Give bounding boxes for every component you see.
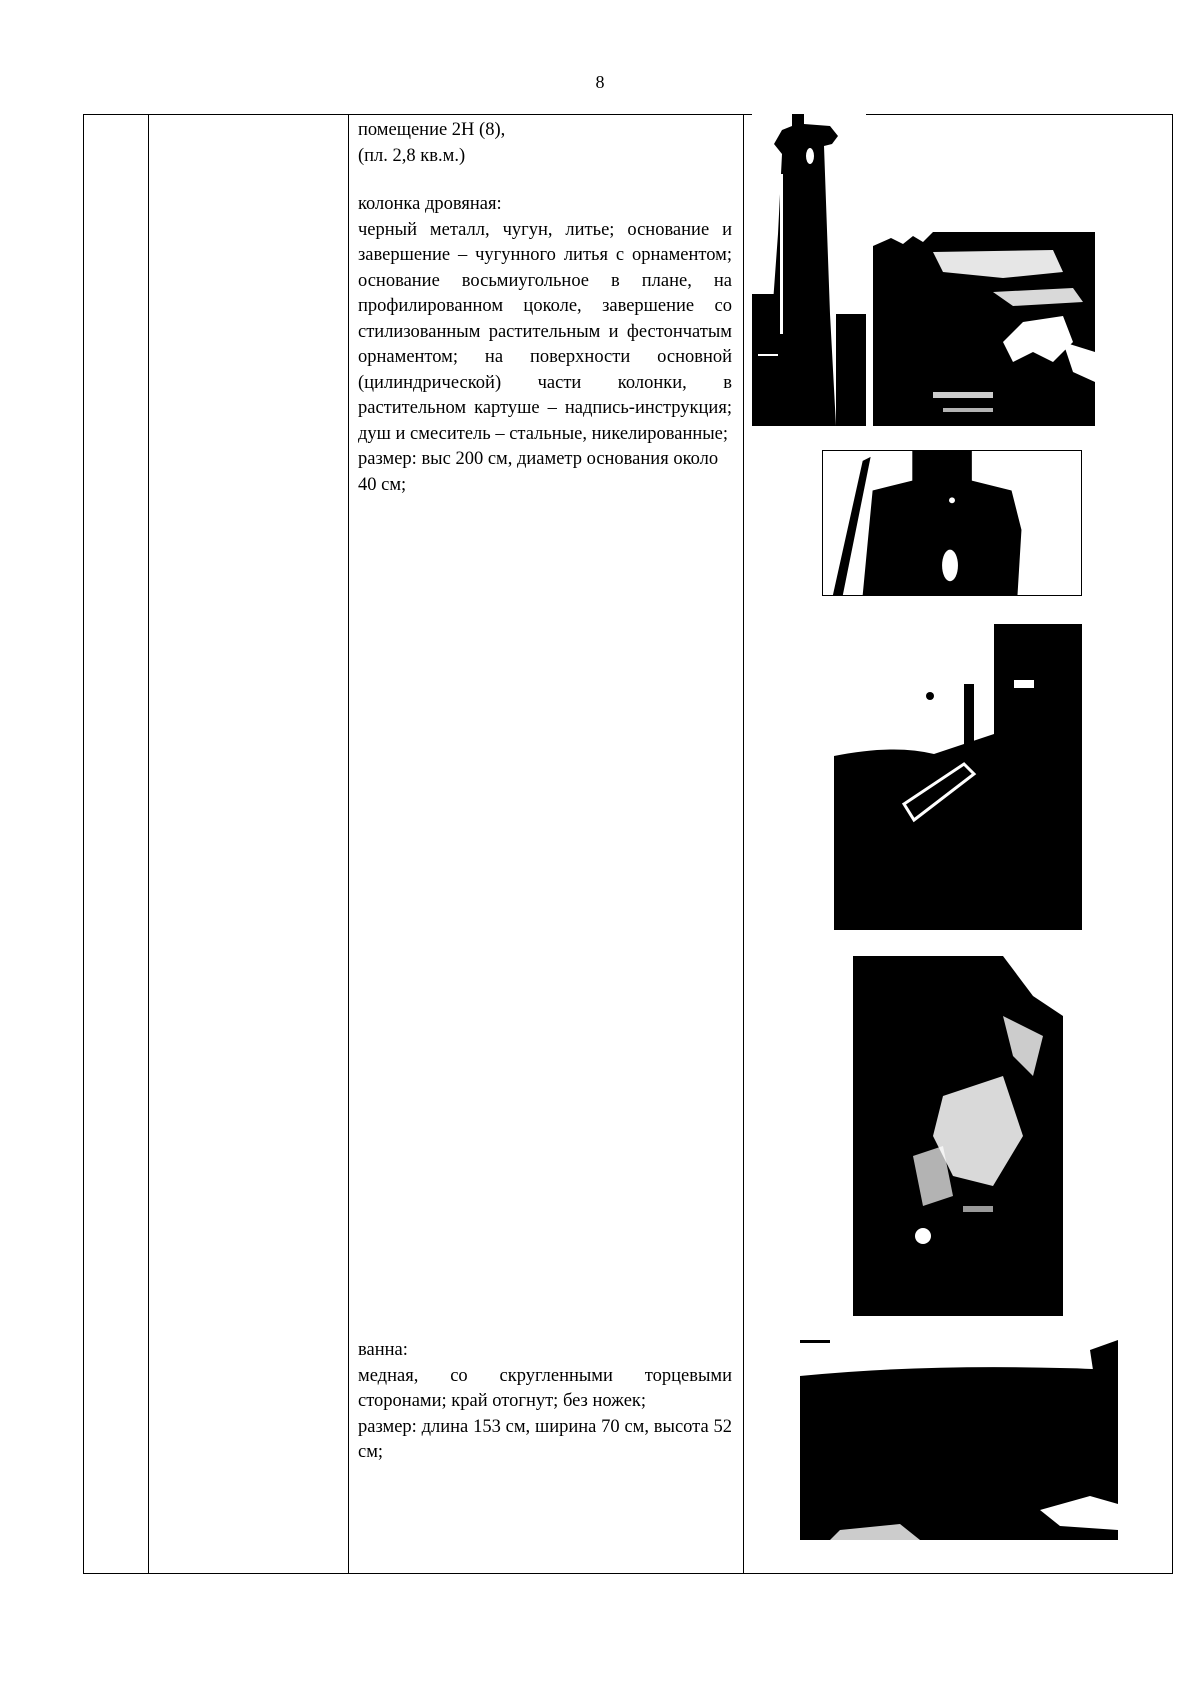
room-area: (пл. 2,8 кв.м.): [358, 145, 466, 166]
bathtub-title: ванна:: [358, 1340, 408, 1360]
photo-column-top: [752, 114, 866, 426]
column-divider-1: [148, 115, 149, 1573]
photo-column-base: [853, 956, 1063, 1316]
bathtub-description-block: [358, 1338, 732, 1466]
photo-bathtub: [800, 1340, 1118, 1540]
column-divider-2: [348, 115, 349, 1573]
column-description-block: [358, 192, 732, 498]
room-info: [358, 118, 732, 169]
page-number: 8: [595, 72, 605, 92]
column-size: размер: выс 200 см, диаметр основания около 40 см;: [358, 449, 719, 495]
photo-column-inscription: [822, 450, 1082, 596]
bathtub-description: медная, со скругленными торцевыми сторонами; край отогнут; без ножек;: [358, 1365, 732, 1411]
photo-column-crown-detail: [873, 232, 1095, 426]
bathtub-size: размер: длина 153 см, ширина 70 см, высота 52 см;: [358, 1416, 732, 1462]
column-description: черный металл, чугун, литье; основание и завершение – чугунного литья с орнаментом; основание восьмиугольное в плане, на профилированном цоколе, завершение со стилизованным растительным и фестончатым орнаментом; на поверхности основной (цилиндрической) части колонки, в растительном картуше – надпись-инструкция; душ и смеситель – стальные, никелированные;: [358, 219, 732, 444]
photo-shower-mixer: [834, 624, 1082, 930]
room-title: помещение 2Н (8),: [358, 120, 506, 140]
column-divider-3: [743, 115, 744, 1573]
column-title: колонка дровяная:: [358, 194, 502, 214]
